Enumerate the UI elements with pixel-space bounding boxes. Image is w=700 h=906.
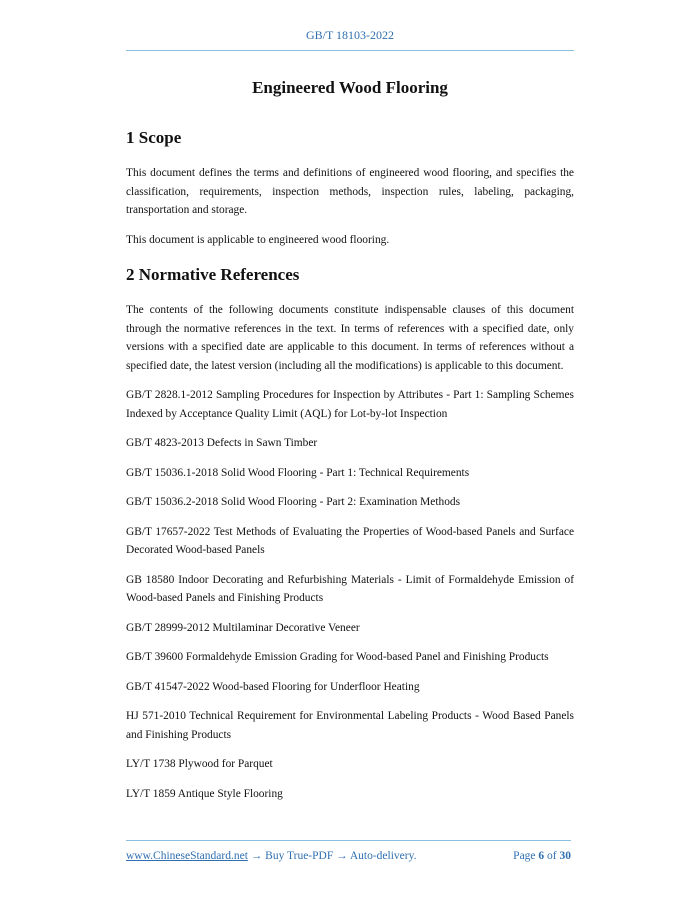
footer-promo-text: → Buy True-PDF → Auto-delivery.: [247, 850, 417, 862]
document-body: [126, 128, 574, 814]
scope-paragraph: This document is applicable to engineered wood flooring.: [126, 233, 390, 246]
reference-item: GB/T 17657-2022 Test Methods of Evaluating the Properties of Wood-based Panels and Surface Decorated Wood-based Panels: [126, 525, 574, 556]
reference-item: HJ 571-2010 Technical Requirement for Environmental Labeling Products - Wood Based Panels and Finishing Products: [126, 710, 574, 741]
header-divider: [126, 50, 574, 51]
section-heading-scope: 1 Scope: [126, 128, 182, 147]
reference-item: GB/T 15036.1-2018 Solid Wood Flooring - Part 1: Technical Requirements: [126, 466, 470, 479]
page-header: [0, 28, 700, 43]
page-number: [513, 850, 571, 862]
footer-divider: [126, 840, 571, 841]
page-total: 30: [559, 850, 571, 862]
scope-paragraph: This document defines the terms and definitions of engineered wood flooring, and specifies the classification, requirements, inspection methods, inspection rules, labeling, packaging, transportation and storage.: [126, 167, 574, 216]
reference-item: GB/T 28999-2012 Multilaminar Decorative Veneer: [126, 621, 360, 634]
references-intro: The contents of the following documents constitute indispensable clauses of this document through the normative references in the text. In terms of references with a specified date, only versions with a specified date are applicable to this document. In terms of references without a specified date, the latest version (including all the modifications) is applicable to this document.: [126, 304, 574, 372]
site-link[interactable]: www.ChineseStandard.net: [126, 850, 248, 862]
section-heading-normative-references: 2 Normative References: [126, 265, 300, 284]
page-current: 6: [538, 850, 545, 862]
page-label: Page: [513, 850, 536, 862]
page-of: of: [547, 850, 557, 862]
document-title: Engineered Wood Flooring: [252, 78, 448, 97]
reference-item: GB 18580 Indoor Decorating and Refurbishing Materials - Limit of Formaldehyde Emission of Wood-based Panels and Finishing Products: [126, 573, 574, 604]
footer-promo: [126, 850, 416, 862]
reference-item: LY/T 1738 Plywood for Parquet: [126, 758, 273, 770]
reference-item: LY/T 1859 Antique Style Flooring: [126, 787, 283, 800]
reference-item: GB/T 41547-2022 Wood-based Flooring for Underfloor Heating: [126, 680, 420, 693]
standard-code: GB/T 18103-2022: [305, 28, 395, 42]
reference-item: GB/T 2828.1-2012 Sampling Procedures for Inspection by Attributes - Part 1: Sampling Schemes Indexed by Acceptance Quality Limit (AQL) for Lot-by-lot Inspection: [126, 389, 574, 420]
reference-item: GB/T 15036.2-2018 Solid Wood Flooring - Part 2: Examination Methods: [126, 496, 461, 508]
reference-item: GB/T 4823-2013 Defects in Sawn Timber: [126, 437, 318, 449]
reference-item: GB/T 39600 Formaldehyde Emission Grading for Wood-based Panel and Finishing Products: [126, 651, 549, 663]
